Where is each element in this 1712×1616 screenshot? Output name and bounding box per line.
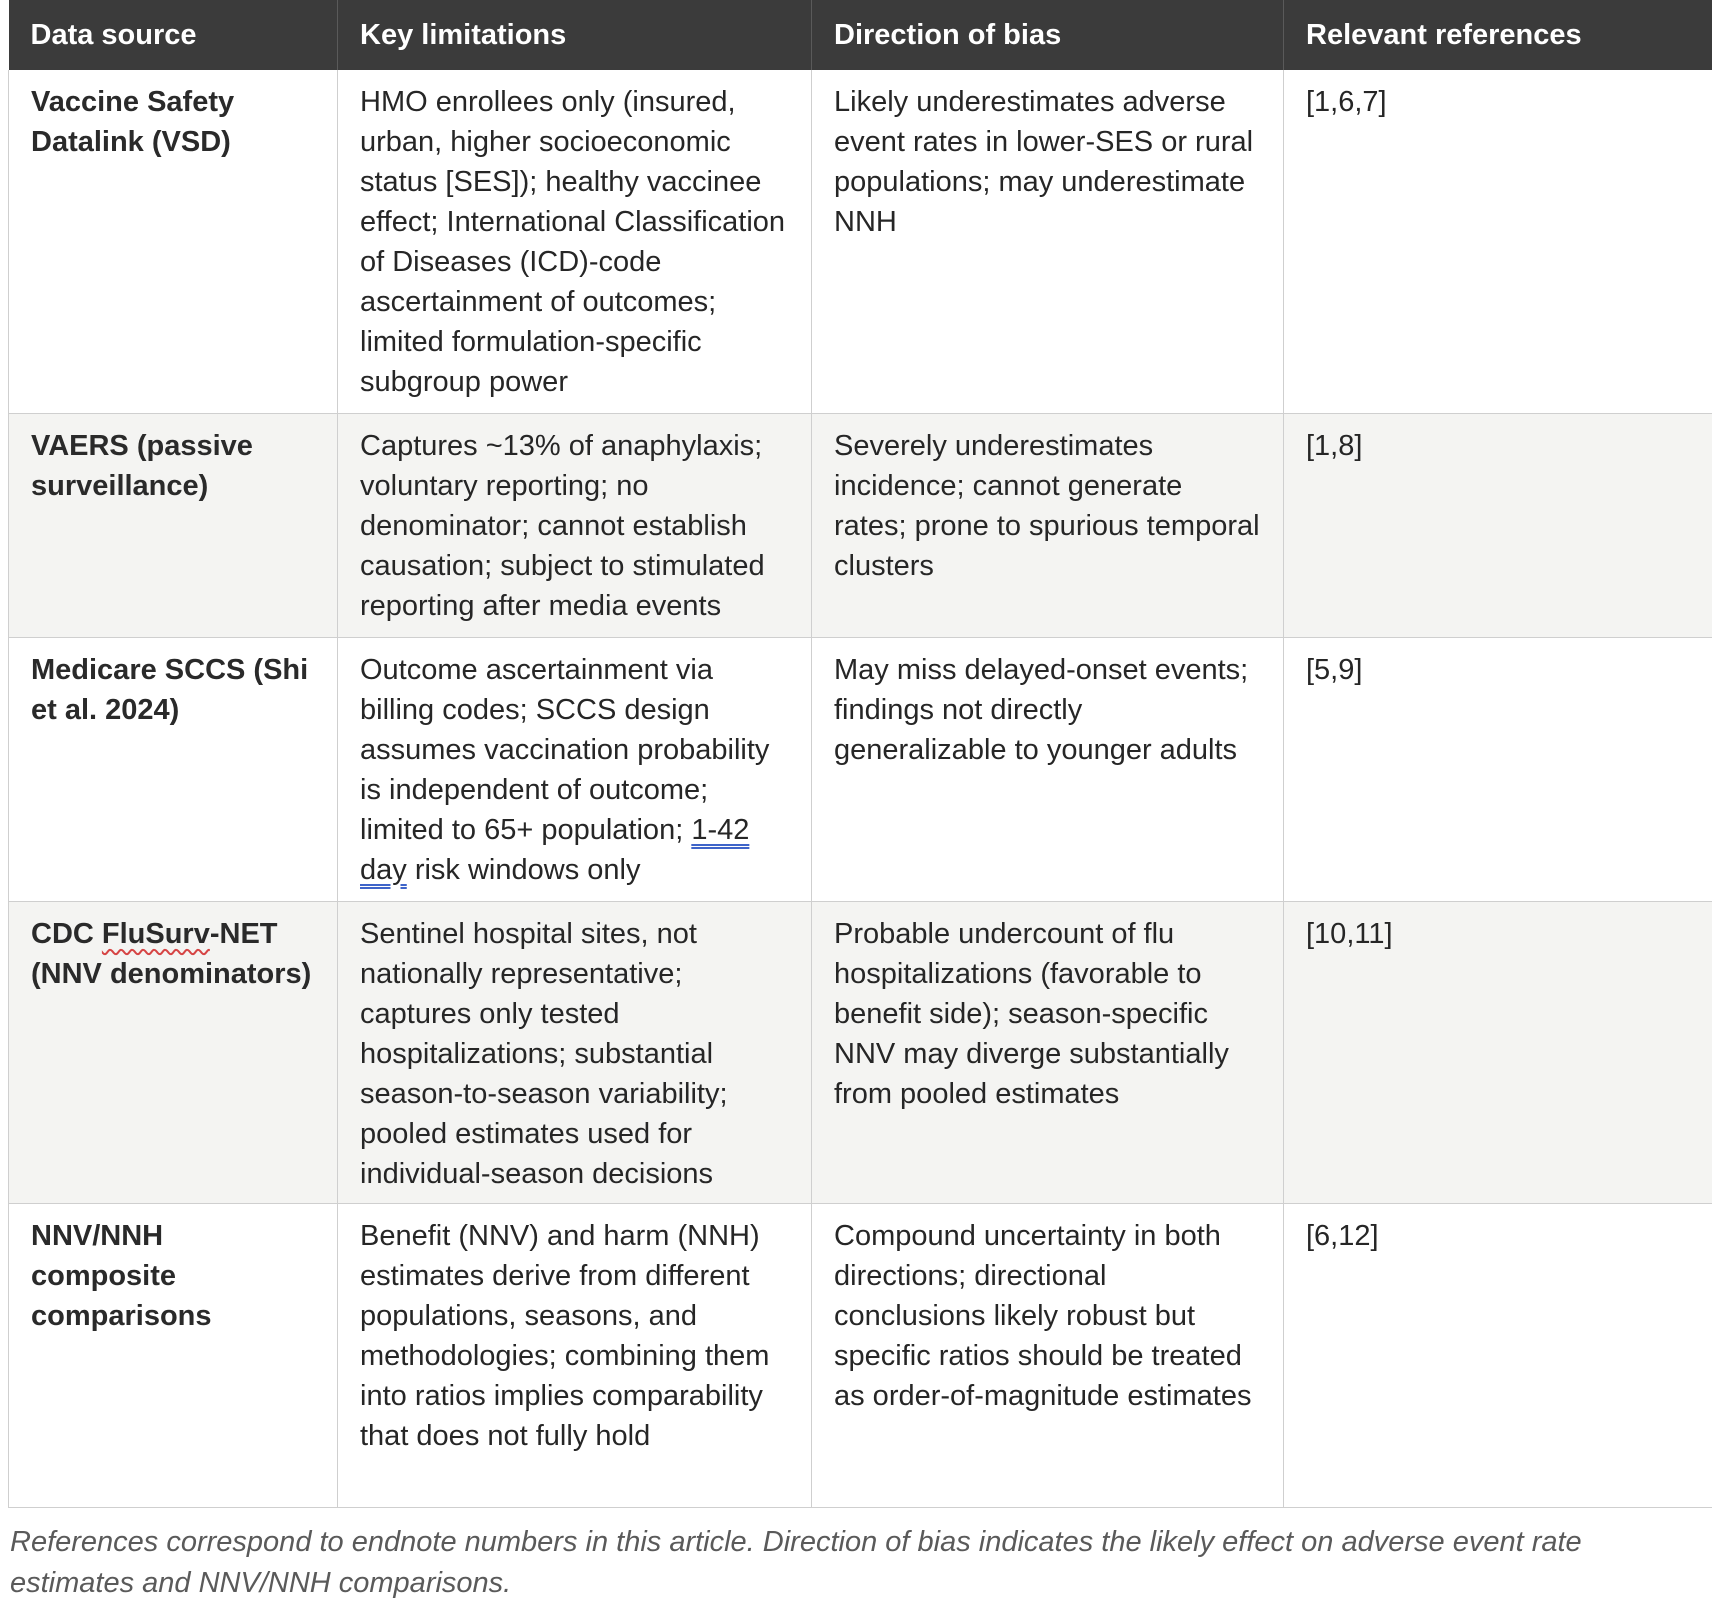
cell-references: [10,11] bbox=[1284, 901, 1712, 1203]
cell-data-source: NNV/NNH composite comparisons bbox=[9, 1203, 338, 1507]
table-row bbox=[9, 70, 1712, 413]
table-row bbox=[9, 413, 1712, 637]
header-key-limitations: Key limitations bbox=[338, 0, 812, 70]
limitations-text: Outcome ascertainment via billing codes; SCCS design assumes vaccination probability is independent of outcome; limited to 65+ population; bbox=[360, 653, 770, 846]
cell-data-source bbox=[9, 901, 338, 1203]
data-source-limitations-table bbox=[8, 0, 1712, 1508]
table-row bbox=[9, 637, 1712, 901]
cell-references: [5,9] bbox=[1284, 637, 1712, 901]
cell-key-limitations: Captures ~13% of anaphylaxis; voluntary reporting; no denominator; cannot establish causation; subject to stimulated reporting after media events bbox=[338, 413, 812, 637]
header-data-source: Data source bbox=[9, 0, 338, 70]
cell-references: [1,8] bbox=[1284, 413, 1712, 637]
table-caption: References correspond to endnote numbers in this article. Direction of bias indicates the likely effect on adverse event rate estimates and NNV/NNH comparisons. bbox=[10, 1526, 1582, 1599]
cell-direction-of-bias: Likely underestimates adverse event rates in lower-SES or rural populations; may underestimate NNH bbox=[812, 70, 1284, 413]
cell-data-source: VAERS (passive surveillance) bbox=[9, 413, 338, 637]
table-header-row bbox=[9, 0, 1712, 70]
cell-data-source: Vaccine Safety Datalink (VSD) bbox=[9, 70, 338, 413]
cell-key-limitations bbox=[338, 637, 812, 901]
source-text: CDC bbox=[31, 917, 102, 950]
header-relevant-references: Relevant references bbox=[1284, 0, 1712, 70]
cell-direction-of-bias: May miss delayed-onset events; findings not directly generalizable to younger adults bbox=[812, 637, 1284, 901]
cell-key-limitations: HMO enrollees only (insured, urban, higher socioeconomic status [SES]); healthy vaccinee effect; International Classification of Diseases (ICD)-code ascertainment of outcomes; limited formulation-specific subgroup power bbox=[338, 70, 812, 413]
spelling-flagged-word[interactable]: FluSurv bbox=[101, 917, 210, 950]
cell-data-source: Medicare SCCS (Shi et al. 2024) bbox=[9, 637, 338, 901]
limitations-text-end: risk windows only bbox=[406, 853, 641, 886]
header-direction-of-bias: Direction of bias bbox=[812, 0, 1284, 70]
cell-key-limitations: Sentinel hospital sites, not nationally representative; captures only tested hospitalizations; substantial season-to-season variability; pooled estimates used for individual-season decisions bbox=[338, 901, 812, 1203]
cell-key-limitations: Benefit (NNV) and harm (NNH) estimates derive from different populations, seasons, and methodologies; combining them into ratios implies comparability that does not fully hold bbox=[338, 1203, 812, 1507]
table-row bbox=[9, 1203, 1712, 1507]
cell-direction-of-bias: Compound uncertainty in both directions; directional conclusions likely robust but specific ratios should be treated as order-of-magnitude estimates bbox=[812, 1203, 1284, 1507]
table-row bbox=[9, 901, 1712, 1203]
cell-direction-of-bias: Probable undercount of flu hospitalizations (favorable to benefit side); season-specific NNV may diverge substantially from pooled estimates bbox=[812, 901, 1284, 1203]
cell-direction-of-bias: Severely underestimates incidence; cannot generate rates; prone to spurious temporal clusters bbox=[812, 413, 1284, 637]
source-text-end: -NET (NNV denominators) bbox=[31, 917, 312, 990]
cell-references: [6,12] bbox=[1284, 1203, 1712, 1507]
cell-references: [1,6,7] bbox=[1284, 70, 1712, 413]
grammar-flagged-text[interactable]: 1-42 day bbox=[360, 813, 750, 886]
